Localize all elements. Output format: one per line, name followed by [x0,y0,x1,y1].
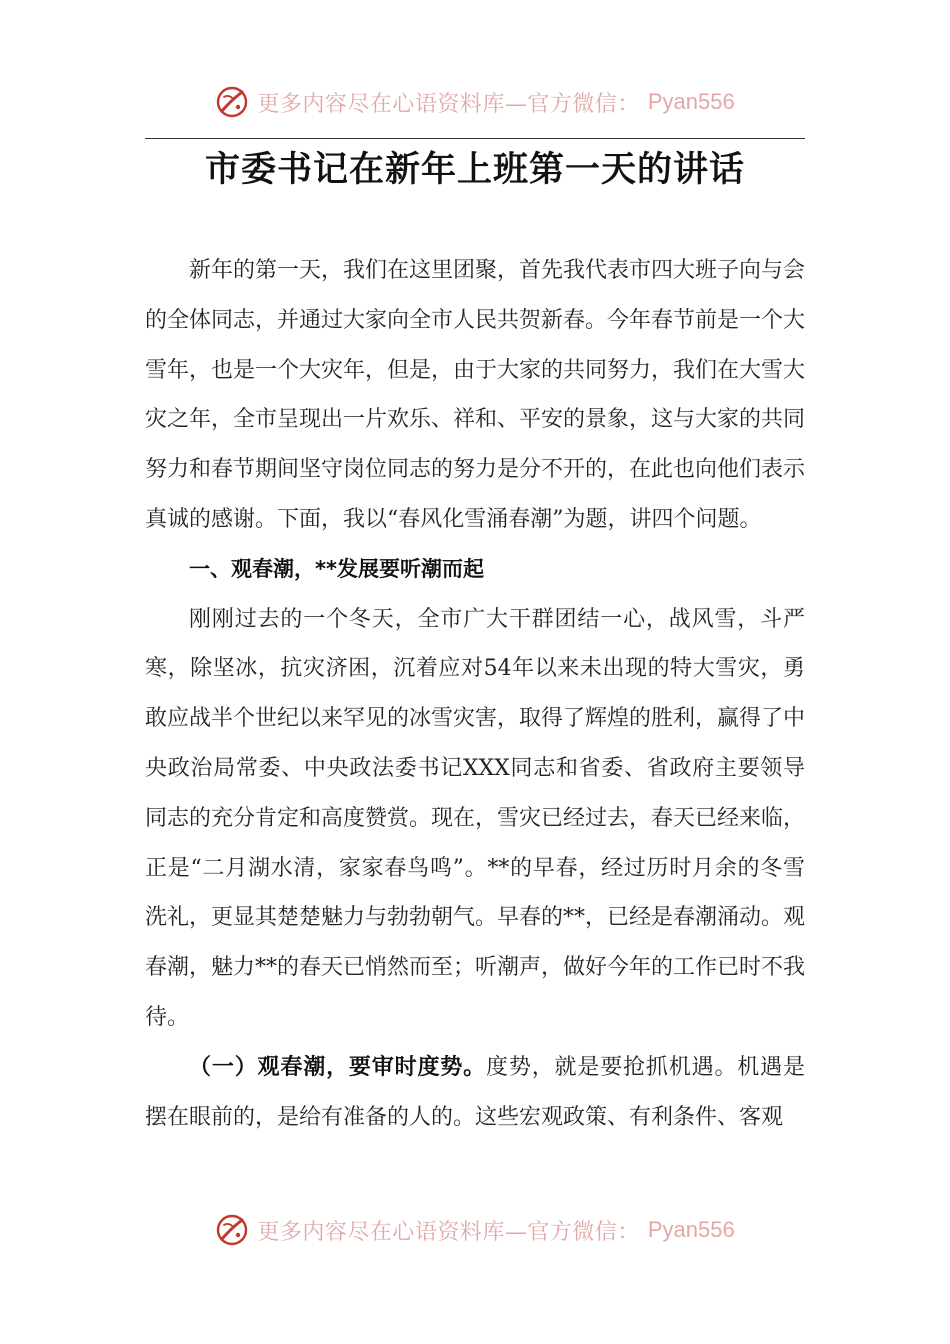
watermark-header [0,80,950,124]
section-1-paragraph: 刚刚过去的一个冬天，全市广大干群团结一心，战风雪，斗严寒，除坚冰，抗灾济困，沉着应对54年以来未出现的特大雪灾，勇敢应战半个世纪以来罕见的冰雪灾害，取得了辉煌的胜利，赢得了中央政治局常委、中央政法委书记XXX同志和省委、省政府主要领导同志的充分肯定和高度赞赏。现在，雪灾已经过去，春天已经来临，正是“二月湖水清，家家春鸟鸣”。**的早春，经过历时月余的冬雪洗礼，更显其楚楚魅力与勃勃朝气。早春的**，已经是春潮涌动。观春潮，魅力**的春天已悄然而至；听潮声，做好今年的工作已时不我待。 [145,606,806,1030]
watermark-wechat-id: Pyan556 [647,1217,735,1242]
watermark-text: 更多内容尽在心语资料库—官方微信： [257,1219,640,1245]
subsection-1-paragraph [145,1043,805,1143]
document-body [145,246,805,1142]
document-title: 市委书记在新年上班第一天的讲话 [204,149,745,190]
watermark-footer [0,1208,950,1252]
pen-logo-icon [215,1213,249,1247]
subsection-heading-1: （一）观春潮，要审时度势。 [189,1054,486,1080]
subsection-1-text: 度势，就是要抢抓机遇。机遇是摆在眼前的，是给有准备的人的。这些宏观政策、有利条件、客观 [145,1054,805,1130]
pen-logo-icon [215,85,249,119]
watermark-text: 更多内容尽在心语资料库—官方微信： [257,91,640,117]
intro-paragraph: 新年的第一天，我们在这里团聚，首先我代表市四大班子向与会的全体同志，并通过大家向全市人民共贺新春。今年春节前是一个大雪年，也是一个大灾年，但是，由于大家的共同努力，我们在大雪大灾之年，全市呈现出一片欢乐、祥和、平安的景象，这与大家的共同努力和春节期间坚守岗位同志的努力是分不开的，在此也向他们表示真诚的感谢。下面，我以“春风化雪涌春潮”为题，讲四个问题。 [145,258,806,532]
watermark-wechat-id: Pyan556 [647,89,735,114]
title-divider [145,138,805,139]
section-heading-1: 一、观春潮，**发展要听潮而起 [189,556,484,581]
